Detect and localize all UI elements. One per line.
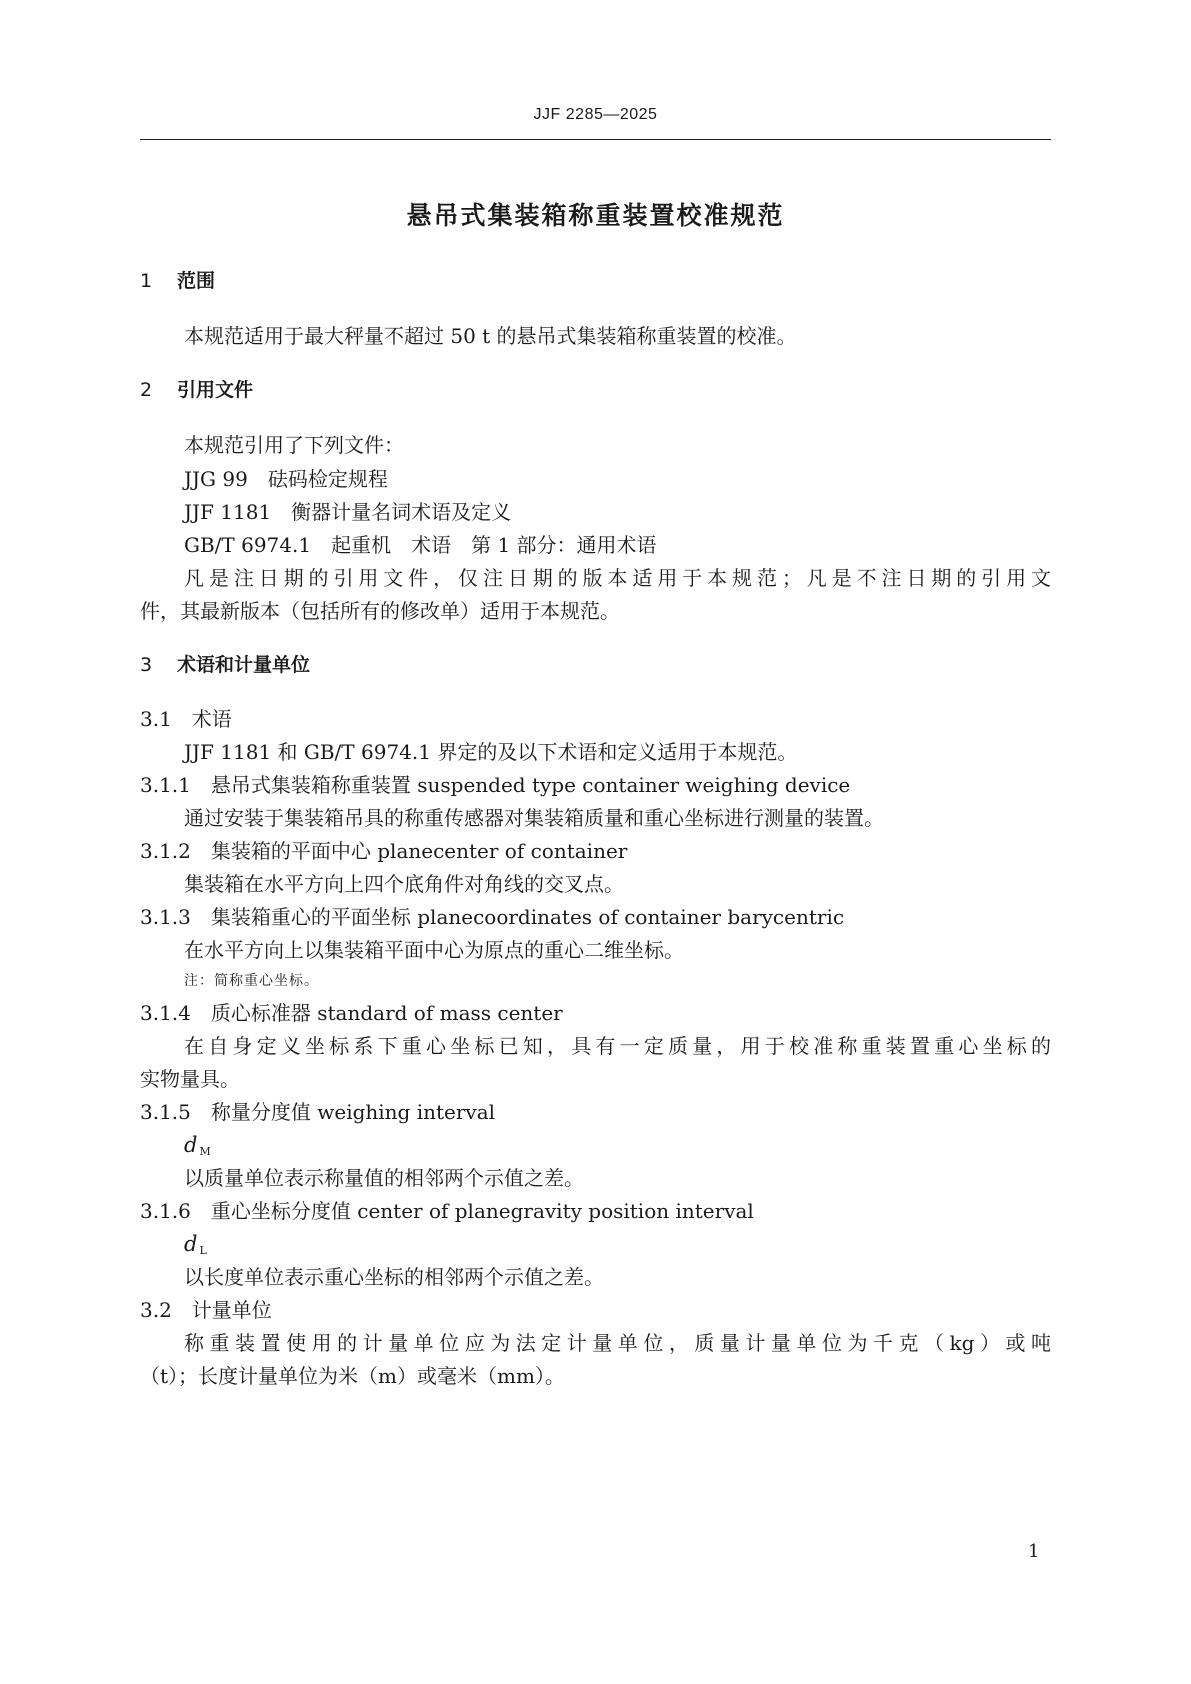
symbol-letter: d xyxy=(184,1232,198,1256)
section-2-heading xyxy=(140,378,253,402)
subsection-heading: 3.1 术语 xyxy=(140,707,232,731)
term-symbol xyxy=(184,1133,211,1164)
term-heading: 3.1.3 集装箱重心的平面坐标 planecoordinates of container barycentric xyxy=(140,905,845,929)
paragraph: 本规范引用了下列文件： xyxy=(184,433,404,457)
term-definition: 集装箱在水平方向上四个底角件对角线的交叉点。 xyxy=(184,872,624,896)
page-number: 1 xyxy=(1028,1541,1040,1562)
paragraph-line: 称重装置使用的计量单位应为法定计量单位，质量计量单位为千克（kg）或吨 xyxy=(184,1331,1051,1355)
symbol-subscript: M xyxy=(199,1145,211,1158)
term-note: 注：简称重心坐标。 xyxy=(184,973,319,989)
section-3-heading xyxy=(140,653,310,677)
document-title: 悬吊式集装箱称重装置校准规范 xyxy=(406,201,785,230)
reference-item: GB/T 6974.1 起重机 术语 第 1 部分：通用术语 xyxy=(184,533,657,557)
term-definition xyxy=(140,1034,1051,1058)
paragraph-line: （t）；长度计量单位为米（m）或毫米（mm）。 xyxy=(140,1364,565,1388)
term-definition: 以质量单位表示称量值的相邻两个示值之差。 xyxy=(184,1166,584,1190)
symbol-letter: d xyxy=(184,1133,198,1157)
paragraph-line: 在自身定义坐标系下重心坐标已知，具有一定质量，用于校准称重装置重心坐标的 xyxy=(184,1034,1051,1058)
section-title: 引用文件 xyxy=(177,379,254,401)
subsection-heading: 3.2 计量单位 xyxy=(140,1298,272,1322)
paragraph-line: 凡是注日期的引用文件，仅注日期的版本适用于本规范；凡是不注日期的引用文 xyxy=(184,566,1051,590)
paragraph-line: 件，其最新版本（包括所有的修改单）适用于本规范。 xyxy=(140,599,620,623)
running-header: JJF 2285—2025 xyxy=(533,106,658,123)
term-definition: 通过安装于集装箱吊具的称重传感器对集装箱质量和重心坐标进行测量的装置。 xyxy=(184,806,884,830)
header-rule xyxy=(140,139,1051,140)
section-number: 3 xyxy=(140,654,153,676)
term-definition: 在水平方向上以集装箱平面中心为原点的重心二维坐标。 xyxy=(184,938,684,962)
section-number: 2 xyxy=(140,379,153,401)
term-heading: 3.1.4 质心标准器 standard of mass center xyxy=(140,1001,563,1025)
term-heading: 3.1.2 集装箱的平面中心 planecenter of container xyxy=(140,839,628,863)
section-title: 范围 xyxy=(177,270,216,292)
paragraph: 本规范适用于最大秤量不超过 50 t 的悬吊式集装箱称重装置的校准。 xyxy=(184,324,797,348)
section-title: 术语和计量单位 xyxy=(177,654,311,676)
paragraph xyxy=(140,566,1051,590)
term-heading: 3.1.5 称量分度值 weighing interval xyxy=(140,1100,496,1124)
term-symbol xyxy=(184,1232,207,1263)
reference-item: JJF 1181 衡器计量名词术语及定义 xyxy=(184,500,512,524)
paragraph xyxy=(140,1331,1051,1355)
term-heading: 3.1.6 重心坐标分度值 center of planegravity position interval xyxy=(140,1199,754,1223)
paragraph: JJF 1181 和 GB/T 6974.1 界定的及以下术语和定义适用于本规范。 xyxy=(184,740,798,764)
symbol-subscript: L xyxy=(199,1244,207,1257)
section-number: 1 xyxy=(140,270,153,292)
section-1-heading xyxy=(140,269,215,293)
reference-item: JJG 99 砝码检定规程 xyxy=(184,467,388,491)
term-heading: 3.1.1 悬吊式集装箱称重装置 suspended type container weighing device xyxy=(140,773,851,797)
term-definition: 以长度单位表示重心坐标的相邻两个示值之差。 xyxy=(184,1265,604,1289)
paragraph-line: 实物量具。 xyxy=(140,1067,240,1091)
